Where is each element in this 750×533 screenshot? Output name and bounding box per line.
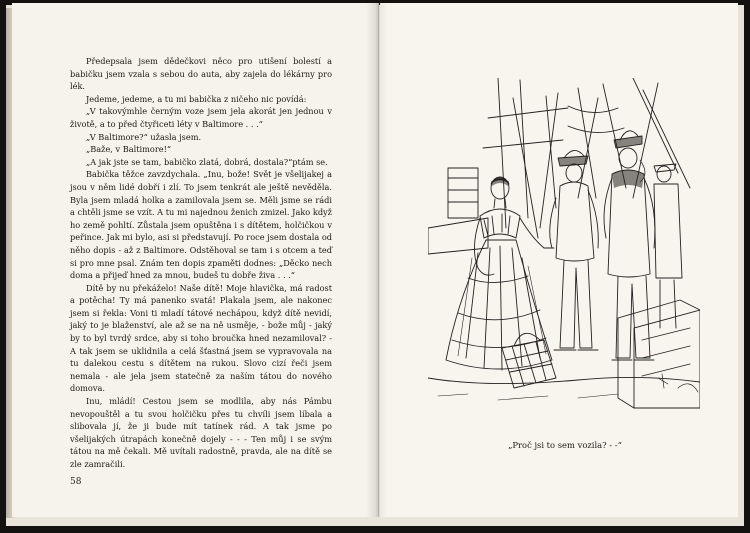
paragraph: Dítě by nu překáželo! Naše dítě! Moje hlavička, má radost a potěcha! Ty má panenko svatá! Plakala jsem, ale nakonec jsem si řekla: Voni ti mladí tátové nechápou, když dítě nevidí, jaký to je blaženství, ale až se na ně usměje, - bože můj - jaký by to byl tvrdý srdce, aby si toho broučka hned nezamiloval? - A tak jsem se uklidnila a celá šťastná jsem se vypravovala na tu dalekou cestu s dítětem na rukou. Slovo cizí řeči jsem nemala - ale jela jsem statečně za naším tátou do nového domova.: [70, 282, 332, 394]
illustration-caption: „Proč jsi to sem vozila? - -“: [508, 440, 622, 450]
harbor-scene-illustration: [428, 78, 700, 420]
paragraph: „A jak jste se tam, babičko zlatá, dobrá, dostala?“ptám se.: [86, 156, 328, 167]
page-number: 58: [70, 477, 82, 487]
paragraph: „Baže, v Baltimore!“: [86, 144, 172, 155]
body-text: [70, 55, 332, 471]
paragraph: Inu, mládí! Cestou jsem se modlila, aby nás Pámbu nevopouštěl a tu svou holčičku přes tu chvíli jsem líbala a slibovala jí, že ji bude mít tatínek rád. A tak jsme po všelijakých útrapách konečně dojely - - - Ten můj i se svým tátou na mě čekali. Mě uvítali radostně, pravda, ale na dítě se zle zamračili.: [70, 396, 332, 469]
paragraph: Jedeme, jedeme, a tu mi babička z ničeho nic povídá:: [86, 93, 307, 104]
paragraph: „V takovýmhle černým voze jsem jela akorát jen jednou v životě, a to před čtyřiceti léty v Baltimore . . .“: [70, 106, 332, 129]
paragraph: Babička těžce zavzdychala. „Inu, bože! Svět je všelijakej a jsou v něm lidé dobří i zlí. To jsem tenkrát ale ještě nevěděla. Byla jsem mladá holka a zamilovala jsem se. Měli jsme se rádi a chtěli jsme se vzít. A tu mi najednou ženich zmizel. Jako když ho země pohltí. Zůstala jsem opuštěna i s dítětem, holčičkou v peřince. Jak mi bylo, asi si představují. Po roce jsem dostala od něho dopis - až z Baltimore. Odstěhoval se tam i s otcem a teď si pro mne psal. Znám ten dopis zpaměti dodnes: „Děcko nech doma a přijeď hned za mnou, budeš tu dobře živa . . .“: [70, 169, 332, 281]
paragraph: Předepsala jsem dědečkovi něco pro utišení bolestí a babičku jsem vzala s sebou do auta, aby zajela do lékárny pro lék.: [70, 56, 332, 92]
book-gutter: [366, 3, 388, 517]
paragraph: „V Baltimore?“ užasla jsem.: [86, 131, 202, 142]
